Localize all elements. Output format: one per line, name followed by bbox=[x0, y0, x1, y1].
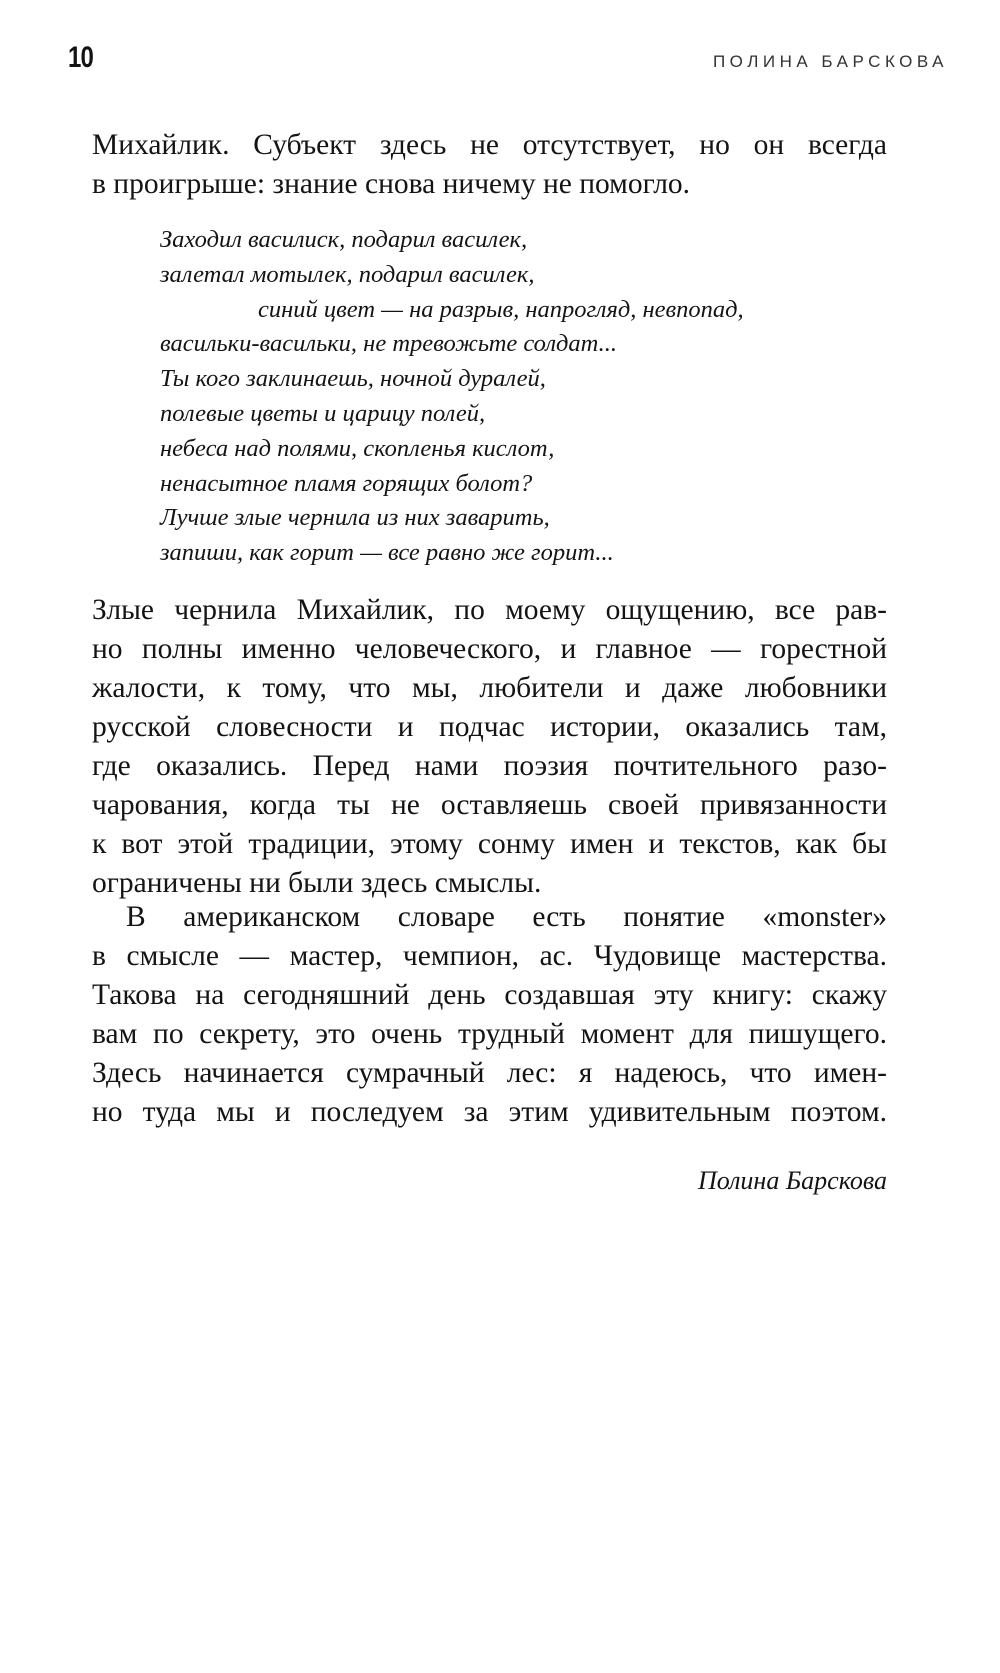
paragraph-line: в проигрыше: знание снова ничему не помогло. bbox=[92, 168, 691, 200]
poem-verse: синий цвет — на разрыв, напрогляд, невпопад, bbox=[258, 295, 744, 323]
poem-verse: Заходил василиск, подарил василек, bbox=[160, 226, 528, 253]
poem-block bbox=[160, 223, 840, 571]
paragraph-line: в смысле — мастер, чемпион, ас. Чудовище мастерства. bbox=[92, 940, 887, 972]
paragraph-line: Здесь начинается сумрачный лес: я надеюсь, что имен- bbox=[92, 1057, 887, 1089]
paragraph-line: русской словесности и подчас истории, оказались там, bbox=[92, 711, 887, 743]
paragraph-line: Такова на сегодняшний день создавшая эту книгу: скажу bbox=[92, 979, 887, 1011]
paragraph-line: ограничены ни были здесь смыслы. bbox=[92, 867, 542, 899]
paragraph-2 bbox=[92, 591, 887, 903]
poem-verse: полевые цветы и царицу полей, bbox=[160, 399, 486, 427]
paragraph-line: Злые чернила Михайлик, по моему ощущению, все рав- bbox=[92, 594, 887, 626]
paragraph-line: к вот этой традиции, этому сонму имен и текстов, как бы bbox=[92, 828, 887, 860]
poem-verse: залетал мотылек, подарил василек, bbox=[160, 260, 535, 288]
author-signature: Полина Барскова bbox=[697, 1166, 887, 1195]
poem-verse: запиши, как горит — все равно же горит... bbox=[160, 539, 614, 567]
poem-verse: Ты кого заклинаешь, ночной дуралей, bbox=[160, 365, 546, 393]
paragraph-line: жалости, к тому, что мы, любители и даже любовники bbox=[92, 672, 887, 704]
paragraph-line: В американском словаре есть понятие «monster» bbox=[126, 901, 887, 933]
poem-verse: ненасытное пламя горящих болот? bbox=[160, 469, 533, 497]
paragraph-line: Михайлик. Субъект здесь не отсутствует, но он всегда bbox=[92, 129, 887, 161]
paragraph-line: вам по секрету, это очень трудный момент для пишущего. bbox=[92, 1018, 887, 1050]
poem-verse: небеса над полями, скопленья кислот, bbox=[160, 434, 555, 462]
paragraph-line: чарования, когда ты не оставляешь своей привязанности bbox=[92, 789, 887, 821]
paragraph-line: где оказались. Перед нами поэзия почтительного разо- bbox=[92, 750, 887, 782]
poem-verse: васильки-васильки, не тревожьте солдат... bbox=[160, 330, 618, 358]
page-number: 10 bbox=[68, 41, 94, 74]
running-header-author: ПОЛИНА БАРСКОВА bbox=[712, 52, 948, 71]
paragraph-line: но полны именно человеческого, и главное — горестной bbox=[92, 633, 887, 665]
paragraph-line: но туда мы и последуем за этим удивительным поэтом. bbox=[92, 1096, 887, 1128]
paragraph-3 bbox=[92, 898, 887, 1132]
poem-verse: Лучше злые чернила из них заварить, bbox=[160, 504, 550, 532]
paragraph-1 bbox=[92, 126, 887, 204]
